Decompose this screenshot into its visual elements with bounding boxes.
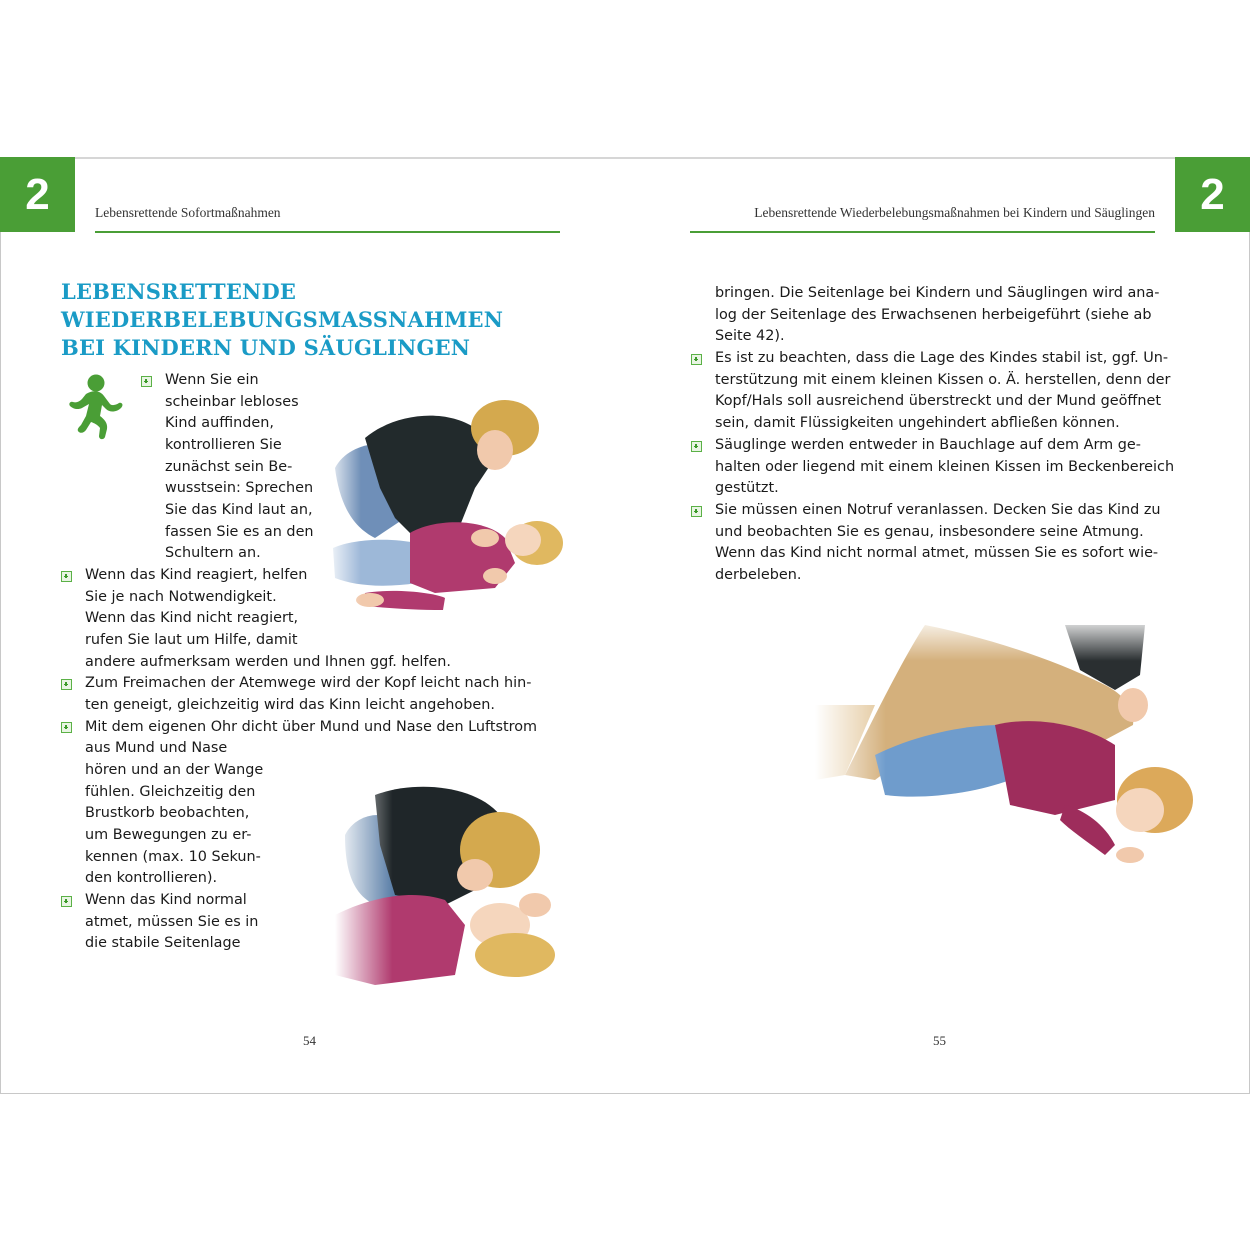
bullet-plus-icon [61, 571, 72, 582]
text-line: die stabile Seitenlage [85, 935, 241, 951]
text-line: log der Seitenlage des Erwachsenen herbeigeführt (siehe ab [715, 307, 1152, 323]
text-line: Sie je nach Notwendigkeit. [85, 589, 277, 605]
bullet-plus-icon [61, 679, 72, 690]
bullet-plus-icon [691, 506, 702, 517]
bullet-plus-icon [691, 354, 702, 365]
page-title [61, 278, 503, 362]
text-line: sein, damit Flüssigkeiten ungehindert abfließen können. [715, 415, 1120, 431]
text-line: Schultern an. [165, 545, 261, 561]
text-line: Brustkorb beobachten, [85, 805, 250, 821]
text-line: um Bewegungen zu er- [85, 827, 252, 843]
text-line: kontrollieren Sie [165, 437, 282, 453]
text-line: aus Mund und Nase [85, 740, 228, 756]
text-line: zunächst sein Be- [165, 459, 293, 475]
text-line: atmet, müssen Sie es in [85, 914, 259, 930]
text-line: Zum Freimachen der Atemwege wird der Kopf leicht nach hin- [85, 675, 532, 691]
text-line: bringen. Die Seitenlage bei Kindern und Säuglingen wird ana- [715, 285, 1160, 301]
header-rule-right [690, 231, 1155, 233]
chapter-number-tab-left: 2 [0, 157, 75, 232]
bullet-plus-icon [691, 441, 702, 452]
text-line: Sie das Kind laut an, [165, 502, 313, 518]
text-line: gestützt. [715, 480, 779, 496]
text-line: andere aufmerksam werden und Ihnen ggf. helfen. [85, 654, 451, 670]
text-line: fassen Sie es an den [165, 524, 314, 540]
text-line: rufen Sie laut um Hilfe, damit [85, 632, 298, 648]
text-line: Wenn Sie ein [165, 372, 259, 388]
running-head-right: Lebensrettende Wiederbelebungsmaßnahmen bei Kindern und Säuglingen [754, 205, 1155, 220]
text-line: Wenn das Kind nicht normal atmet, müssen Sie es sofort wie- [715, 545, 1159, 561]
title-line: WIEDERBELEBUNGSMASSNAHMEN [61, 307, 504, 332]
text-line: Kopf/Hals soll ausreichend überstreckt und der Mund geöffnet [715, 393, 1161, 409]
text-line: Mit dem eigenen Ohr dicht über Mund und Nase den Luftstrom [85, 719, 538, 735]
text-line: Kind auffinden, [165, 415, 274, 431]
text-line: derbeleben. [715, 567, 802, 583]
chapter-number-tab-right: 2 [1175, 157, 1250, 232]
recovery-position-blanket-illustration [815, 615, 1210, 870]
running-head-left: Lebensrettende Sofortmaßnahmen [95, 205, 281, 220]
header-rule-left [95, 231, 560, 233]
bullet-plus-icon [61, 896, 72, 907]
text-line: Sie müssen einen Notruf veranlassen. Decken Sie das Kind zu [715, 502, 1161, 518]
text-line: Es ist zu beachten, dass die Lage des Kindes stabil ist, ggf. Un- [715, 350, 1169, 366]
text-line: den kontrollieren). [85, 870, 218, 886]
check-consciousness-illustration [325, 388, 565, 618]
text-line: und beobachten Sie es genau, insbesondere seine Atmung. [715, 524, 1144, 540]
text-line: ten geneigt, gleichzeitig wird das Kinn leicht angehoben. [85, 697, 495, 713]
text-line: Wenn das Kind nicht reagiert, [85, 610, 299, 626]
text-line: kennen (max. 10 Sekun- [85, 849, 261, 865]
title-line: BEI KINDERN UND SÄUGLINGEN [61, 335, 471, 360]
text-line: fühlen. Gleichzeitig den [85, 784, 256, 800]
text-line: Wenn das Kind reagiert, helfen [85, 567, 308, 583]
page-number-left: 54 [303, 1033, 316, 1048]
bullet-plus-icon [61, 722, 72, 733]
text-line: wusstsein: Sprechen [165, 480, 314, 496]
check-breathing-illustration [335, 775, 565, 990]
text-line: hören und an der Wange [85, 762, 264, 778]
text-line: scheinbar lebloses [165, 394, 299, 410]
text-line: halten oder liegend mit einem kleinen Kissen im Beckenbereich [715, 459, 1175, 475]
bullet-plus-icon [141, 376, 152, 387]
text-line: Säuglinge werden entweder in Bauchlage auf dem Arm ge- [715, 437, 1141, 453]
page-number-right: 55 [933, 1033, 946, 1048]
text-line: terstützung mit einem kleinen Kissen o. Ä. herstellen, denn der [715, 372, 1171, 388]
text-line: Seite 42). [715, 328, 785, 344]
title-line: LEBENSRETTENDE [61, 279, 297, 304]
text-line: Wenn das Kind normal [85, 892, 247, 908]
running-child-icon [58, 372, 126, 440]
